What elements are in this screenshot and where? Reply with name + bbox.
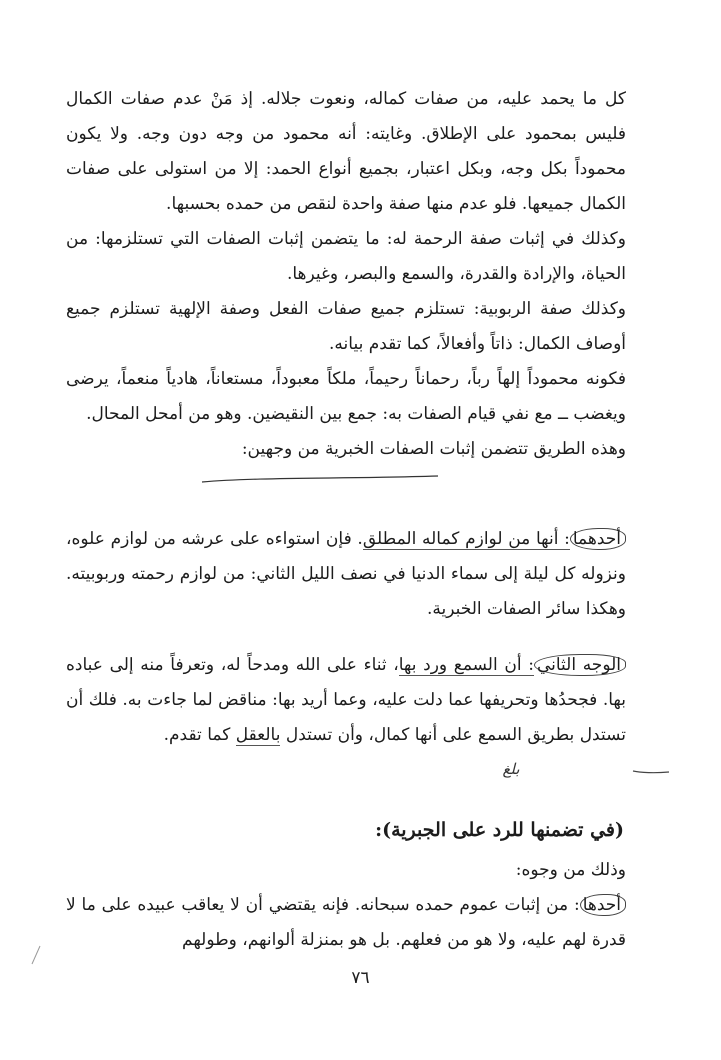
circled-marker: الوجه الثاني bbox=[534, 654, 626, 676]
section-heading: (في تضمنها للرد على الجبرية): bbox=[375, 819, 624, 841]
pen-strikethrough-mark bbox=[200, 473, 440, 487]
handwritten-margin-note: بلغ bbox=[502, 760, 520, 778]
paragraph-text: ، ثناء على الله ومدحاً له، وتعرفاً منه إلى عباده بها. فجحدُها وتحريفها عما دلت عليه، وعما أريد بها: مناقض لما جاءت به. فلك أن تستدل بطريق السمع على أنها كمال، وأن تستدل bbox=[66, 655, 626, 745]
paragraph bbox=[66, 888, 626, 958]
underlined-word: بالعقل bbox=[235, 725, 281, 745]
text-block-3 bbox=[66, 853, 626, 958]
paragraph: وذلك من وجوه: bbox=[515, 860, 626, 880]
circled-marker: أحدهما bbox=[570, 528, 626, 550]
paragraph: وكذلك صفة الربوبية: تستلزم جميع صفات الفعل وصفة الإلهية تستلزم جميع أوصاف الكمال: ذاتاً وأفعالاً، كما تقدم بيانه. bbox=[66, 299, 626, 354]
paragraph-text: كما تقدم. bbox=[163, 725, 236, 745]
paragraph: كل ما يحمد عليه، من صفات كماله، ونعوت جلاله. إذ مَنْ عدم صفات الكمال فليس بمحمود على الإطلاق. وغايته: أنه محمود من وجه دون وجه. ولا يكون محموداً بكل وجه، وبكل اعتبار، بجميع أنواع الحمد: إلا من استولى على صفات الكمال جميعها. فلو عدم منها صفة واحدة لنقص من حمده بحسبها. bbox=[66, 89, 626, 214]
text-block-first-aspect bbox=[66, 522, 626, 627]
paragraph bbox=[66, 522, 626, 627]
page-number: ٧٦ bbox=[351, 968, 370, 988]
paragraph-text: . فإن استواءه على عرشه من لوازم علوه، ونزوله كل ليلة إلى سماء الدنيا في نصف الليل الثاني: من لوازم رحمته وربوبيته. وهكذا سائر الصفات الخبرية. bbox=[66, 529, 626, 619]
underlined-phrase: : أن السمع ورد بها bbox=[398, 655, 534, 675]
text-block-1 bbox=[66, 82, 626, 467]
page-edge-mark bbox=[30, 945, 42, 965]
paragraph: وهذه الطريق تتضمن إثبات الصفات الخبرية من وجهين: bbox=[241, 439, 626, 459]
paragraph-text: : من إثبات عموم حمده سبحانه. فإنه يقتضي أن لا يعاقب عبيده على ما لا قدرة لهم عليه، ولا هو من فعلهم. بل هو بمنزلة ألوانهم، وطولهم bbox=[66, 895, 626, 950]
paragraph bbox=[66, 648, 626, 753]
text-block-second-aspect bbox=[66, 648, 626, 753]
underlined-phrase: : أنها من لوازم كماله المطلق bbox=[362, 529, 570, 549]
paragraph: فكونه محموداً إلهاً رباً، رحماناً رحيماً، ملكاً معبوداً، مستعاناً، هادياً منعماً، يرضى ويغضب ــ مع نفي قيام الصفات به: جمع بين النقيضين. وهو من أمحل المحال. bbox=[66, 369, 626, 424]
margin-pen-mark bbox=[632, 769, 670, 775]
paragraph: وكذلك في إثبات صفة الرحمة له: ما يتضمن إثبات الصفات التي تستلزمها: من الحياة، والإرادة والقدرة، والسمع والبصر، وغيرها. bbox=[66, 229, 626, 284]
circled-marker: أحدها bbox=[580, 894, 626, 916]
